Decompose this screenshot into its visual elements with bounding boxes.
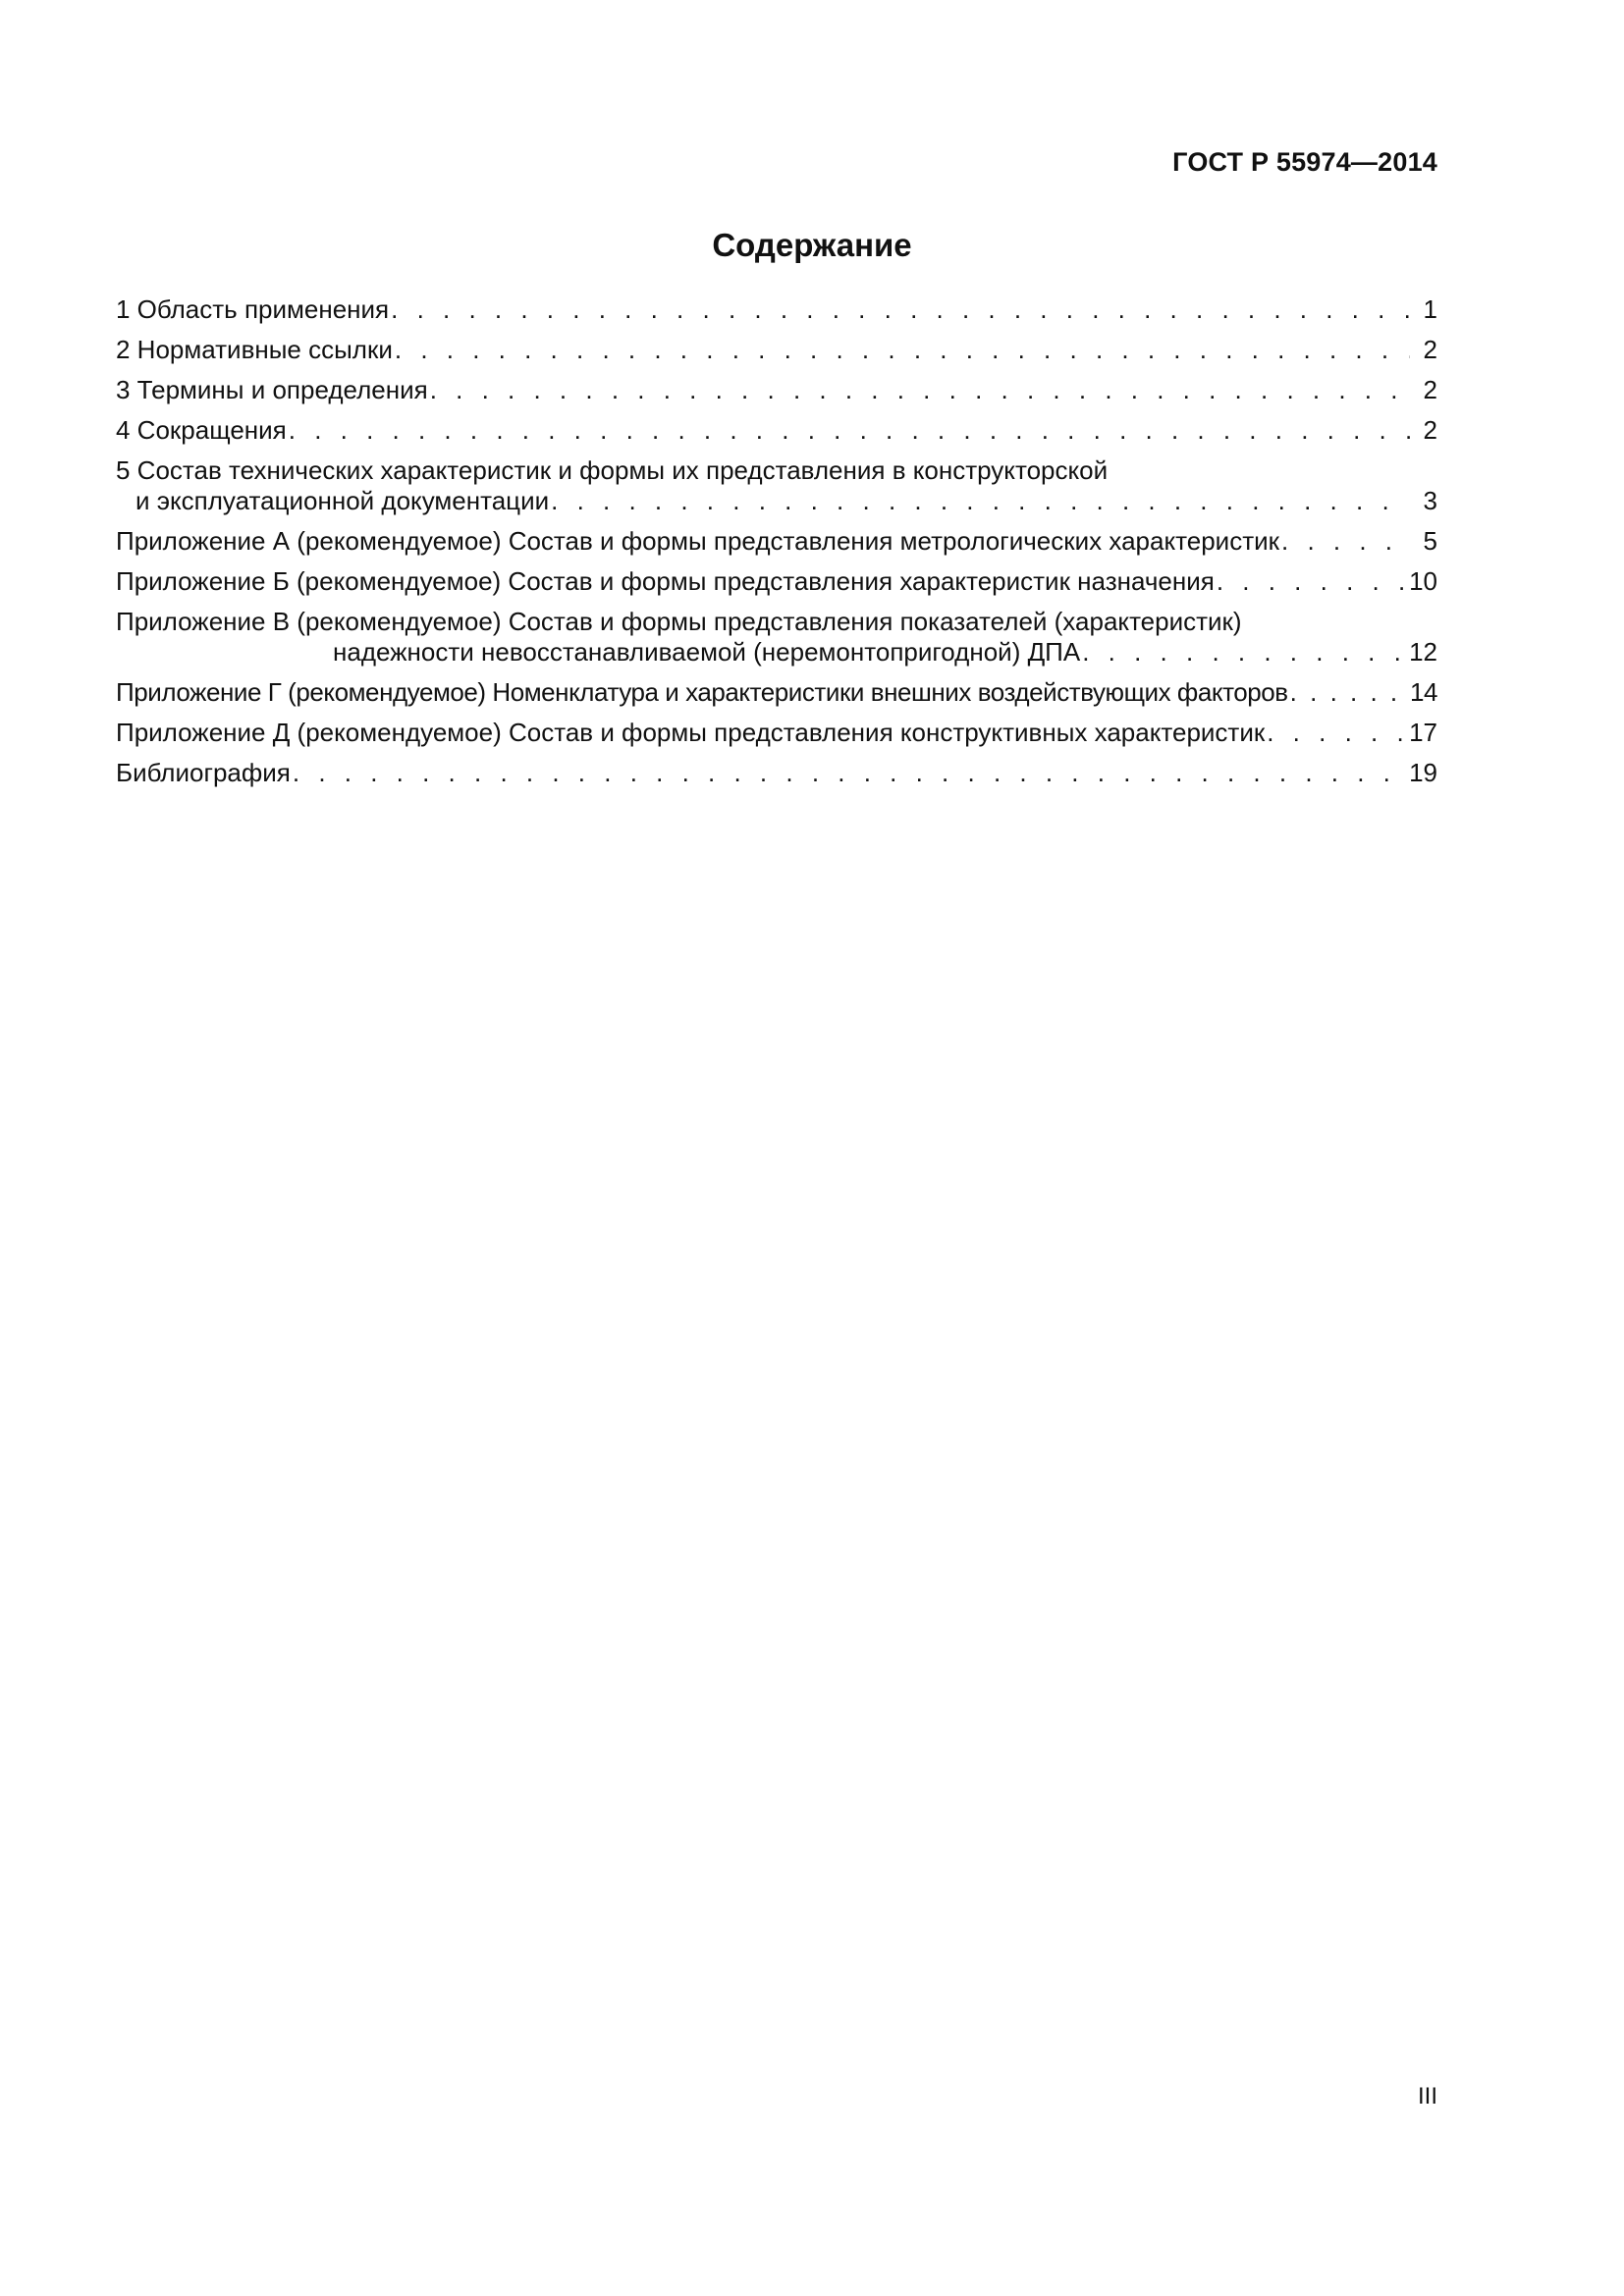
leader-dots bbox=[551, 486, 1410, 516]
leader-dots bbox=[1217, 566, 1405, 597]
toc-entry-5[interactable] bbox=[116, 455, 1437, 516]
toc-entry-title: Приложение Б (рекомендуемое) Состав и формы представления характеристик назначения bbox=[116, 566, 1215, 596]
toc-entry-page: 10 bbox=[1409, 566, 1437, 596]
toc-entry-page: 2 bbox=[1423, 335, 1437, 364]
leader-dots bbox=[293, 758, 1405, 788]
toc-entry-page: 14 bbox=[1409, 677, 1437, 707]
leader-dots bbox=[1267, 718, 1405, 748]
leader-dots bbox=[289, 415, 1410, 446]
leader-dots bbox=[1290, 677, 1406, 708]
toc-entry-appendix-b[interactable] bbox=[116, 566, 1437, 597]
toc-entry-title: 2 Нормативные ссылки bbox=[116, 335, 393, 364]
toc-entry-appendix-v[interactable] bbox=[116, 607, 1437, 667]
leader-dots bbox=[395, 335, 1410, 365]
toc-entry-title-cont: и эксплуатационной документации bbox=[135, 486, 550, 515]
toc-entry-page: 12 bbox=[1409, 637, 1437, 667]
leader-dots bbox=[391, 294, 1410, 325]
document-code: ГОСТ Р 55974—2014 bbox=[1172, 147, 1437, 177]
toc-entry-title-cont: надежности невосстанавливаемой (неремонтопригодной) ДПА bbox=[333, 637, 1081, 667]
page-number: III bbox=[1417, 2083, 1437, 2109]
toc-entry-page: 3 bbox=[1423, 486, 1437, 515]
toc-entry-4[interactable] bbox=[116, 415, 1437, 446]
toc-entry-title: 1 Область применения bbox=[116, 294, 390, 324]
leader-dots bbox=[1281, 526, 1410, 557]
toc-entry-bibliography[interactable] bbox=[116, 758, 1437, 788]
toc-entry-title: Приложение В (рекомендуемое) Состав и формы представления показателей (характеристик) bbox=[116, 607, 1242, 636]
toc-entry-appendix-a[interactable] bbox=[116, 526, 1437, 557]
toc-entry-3[interactable] bbox=[116, 375, 1437, 405]
toc-entry-title: Приложение Д (рекомендуемое) Состав и формы представления конструктивных характеристик bbox=[116, 718, 1266, 747]
toc-entry-page: 2 bbox=[1423, 415, 1437, 445]
toc-title: Содержание bbox=[712, 227, 912, 263]
toc-entry-title: Приложение А (рекомендуемое) Состав и формы представления метрологических характеристик bbox=[116, 526, 1280, 556]
leader-dots bbox=[430, 375, 1410, 405]
toc-entry-page: 1 bbox=[1423, 294, 1437, 324]
toc-entry-title: 5 Состав технических характеристик и формы их представления в конструкторской bbox=[116, 455, 1109, 485]
toc-entry-title: Приложение Г (рекомендуемое) Номенклатура и характеристики внешних воздействующих факторов bbox=[116, 677, 1288, 707]
toc-entry-page: 19 bbox=[1409, 758, 1437, 787]
toc-entry-page: 17 bbox=[1409, 718, 1437, 747]
leader-dots bbox=[1082, 637, 1405, 667]
toc-entry-page: 2 bbox=[1423, 375, 1437, 404]
toc-entry-title: 3 Термины и определения bbox=[116, 375, 428, 404]
toc-entry-page: 5 bbox=[1423, 526, 1437, 556]
toc-entry-appendix-d[interactable] bbox=[116, 718, 1437, 748]
toc-entry-1[interactable] bbox=[116, 294, 1437, 325]
toc-entry-2[interactable] bbox=[116, 335, 1437, 365]
toc-entry-appendix-g[interactable] bbox=[116, 677, 1437, 708]
table-of-contents bbox=[116, 294, 1437, 798]
toc-entry-title: Библиография bbox=[116, 758, 291, 787]
toc-entry-title: 4 Сокращения bbox=[116, 415, 287, 445]
